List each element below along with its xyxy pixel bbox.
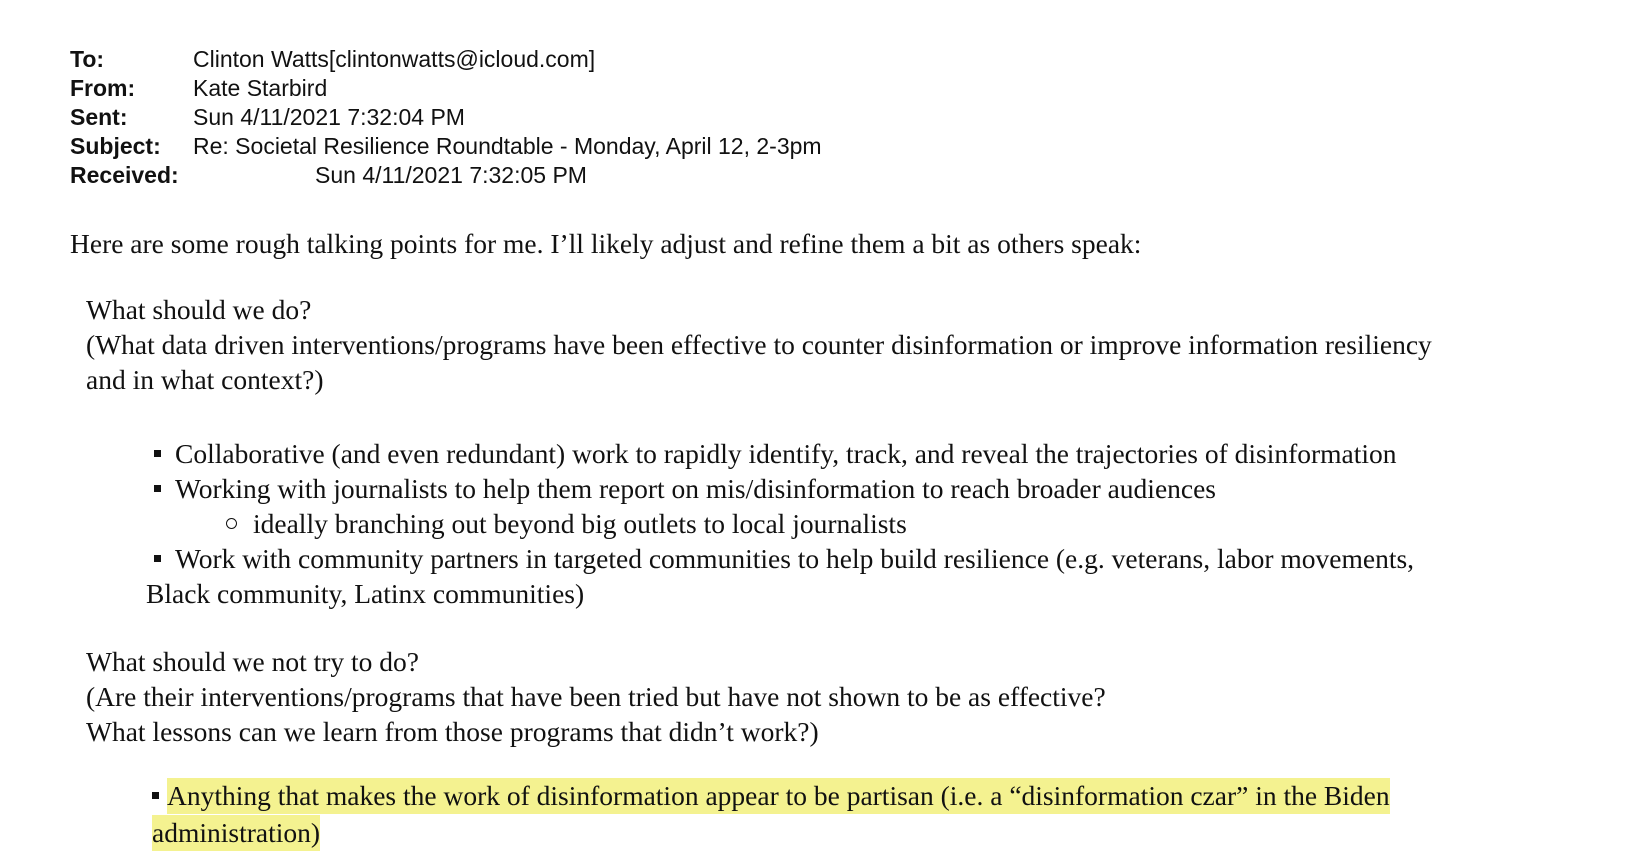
sub-list-item (154, 506, 1414, 541)
list-item (152, 778, 1390, 813)
intro-paragraph: Here are some rough talking points for me. I’ll likely adjust and refine them a bit as others speak: (70, 228, 1142, 259)
section1-detail-line1: (What data driven interventions/programs have been effective to counter disinformation or improve information resiliency (86, 329, 1432, 360)
to-value: Clinton Watts[clintonwatts@icloud.com] (193, 46, 596, 72)
section2-question: What should we not try to do? (86, 646, 419, 677)
section1-question: What should we do? (86, 294, 312, 325)
subject-value: Re: Societal Resilience Roundtable - Monday, April 12, 2-3pm (193, 133, 822, 159)
list-item (154, 436, 1414, 471)
square-bullet-icon (152, 792, 159, 799)
section-what-should-we-do (86, 292, 1432, 397)
square-bullet-icon (154, 485, 161, 492)
section2-detail-line1: (Are their interventions/programs that have been tried but have not shown to be as effective? (86, 681, 1106, 712)
sent-label: Sent: (70, 104, 128, 130)
from-label: From: (70, 75, 136, 101)
bullet-text: Work with community partners in targeted communities to help build resilience (e.g. veterans, labor movements, (175, 543, 1415, 574)
highlighted-text-line1: Anything that makes the work of disinformation appear to be partisan (i.e. a “disinformation czar” in the Biden (167, 778, 1390, 814)
bullet-text: Working with journalists to help them report on mis/disinformation to reach broader audiences (175, 473, 1217, 504)
received-value: Sun 4/11/2021 7:32:05 PM (315, 162, 587, 188)
list-item (154, 541, 1414, 576)
list-item (154, 471, 1414, 506)
sub-bullet-text: ideally branching out beyond big outlets to local journalists (253, 508, 907, 539)
sent-value: Sun 4/11/2021 7:32:04 PM (193, 104, 465, 130)
highlighted-bullet (152, 778, 1390, 850)
circle-bullet-icon (226, 518, 237, 529)
from-value: Kate Starbird (193, 75, 328, 101)
section1-bullet-list (146, 436, 1415, 611)
section2-detail-line2: What lessons can we learn from those programs that didn’t work?) (86, 716, 819, 747)
bullet-text: Collaborative (and even redundant) work to rapidly identify, track, and reveal the trajectories of disinformation (175, 438, 1397, 469)
section1-detail-line2: and in what context?) (86, 364, 324, 395)
bullet-continuation (152, 815, 1390, 850)
highlighted-text-line2: administration) (152, 815, 320, 851)
bullet-continuation: Black community, Latinx communities) (146, 578, 585, 609)
square-bullet-icon (154, 450, 161, 457)
to-label: To: (70, 46, 105, 72)
subject-label: Subject: (70, 133, 161, 159)
square-bullet-icon (154, 555, 161, 562)
received-label: Received: (70, 162, 179, 188)
section-what-should-we-not-do (86, 644, 1106, 749)
